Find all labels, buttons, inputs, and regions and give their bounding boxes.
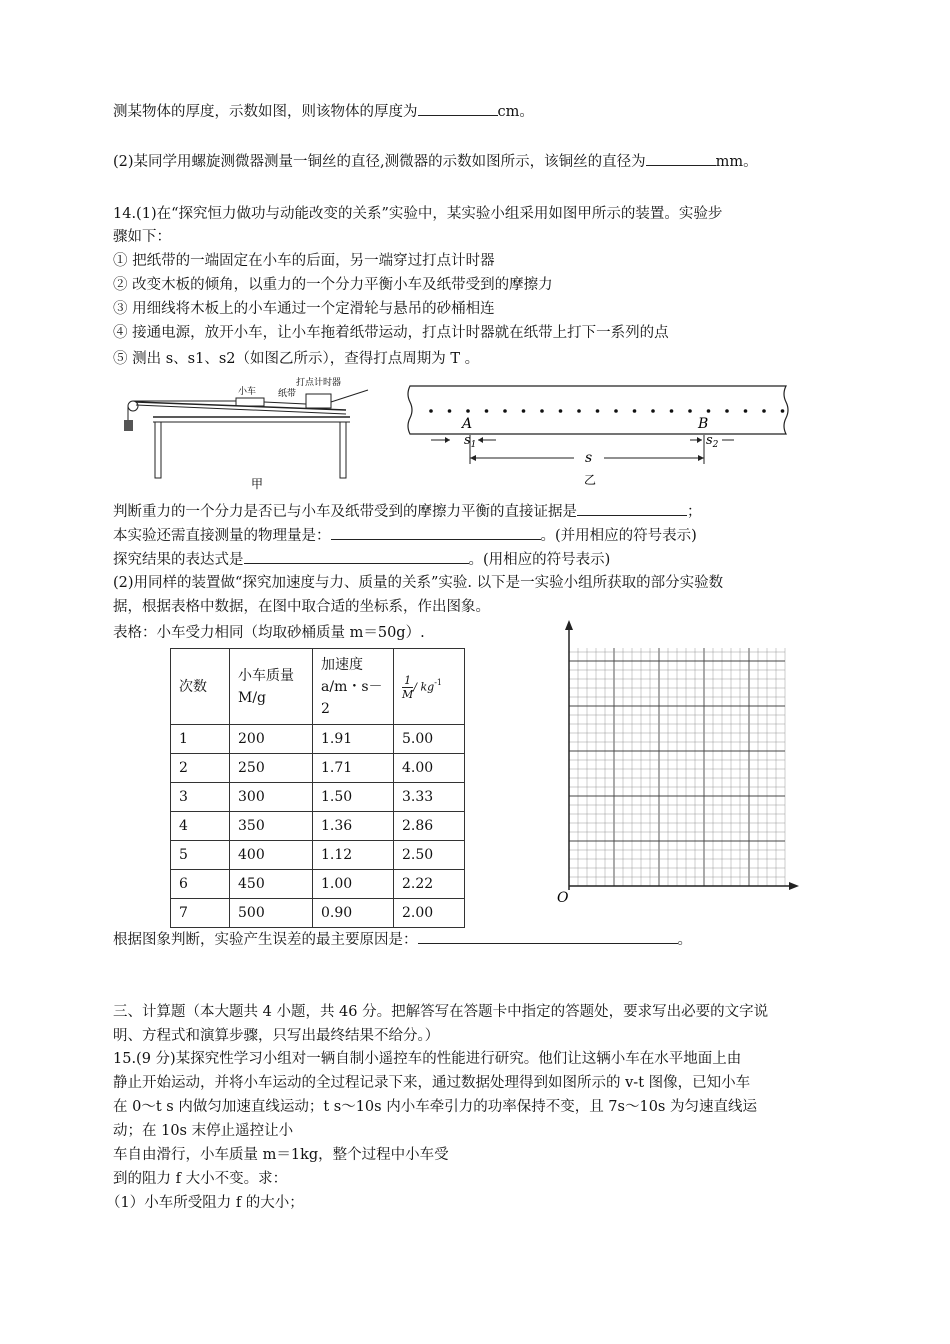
table-row — [171, 812, 465, 841]
table-cell: 400 — [230, 841, 313, 870]
figure-caption: 乙 — [584, 473, 597, 487]
table-cell: 1 — [171, 725, 230, 754]
s1-label: $s_1$ — [464, 433, 477, 450]
table-cell: 4 — [171, 812, 230, 841]
arrow-head — [698, 455, 704, 461]
q13-tail-text: 测某物体的厚度，示数如图，则该物体的厚度为 — [113, 104, 418, 120]
table-cell: 5.00 — [394, 725, 465, 754]
x-axis-arrow — [789, 882, 799, 890]
tape-dot — [781, 409, 785, 413]
tape-dot — [670, 409, 674, 413]
tape-dot — [651, 409, 655, 413]
part2-line1: (2)用同样的装置做“探究加速度与力、质量的关系”实验. 以下是一实验小组所获取的部分实验数 — [113, 575, 724, 591]
paper-tape-figure — [404, 380, 804, 490]
header-cell: $\frac{1}{M}$ / $kg^{-1}$ — [394, 649, 465, 725]
s2-label: $s_2$ — [706, 433, 719, 450]
answer-blank[interactable] — [418, 928, 678, 944]
unit-text: mm。 — [715, 154, 758, 170]
punct: 。 — [677, 932, 692, 948]
q15-line6: 到的阻力 f 大小不变。求： — [113, 1171, 288, 1187]
sand-bucket — [124, 420, 133, 431]
question-c — [113, 548, 610, 572]
q15-line5: 车自由滑行，小车质量 m＝1kg，整个过程中小车受 — [113, 1147, 449, 1163]
tape-dot — [503, 409, 507, 413]
tape-dot — [744, 409, 748, 413]
tape-dot — [762, 409, 766, 413]
apparatus-figure — [118, 372, 368, 492]
answer-blank[interactable] — [244, 548, 469, 564]
timer-label: 打点计时器 — [296, 378, 342, 388]
q15-sub1: （1）小车所受阻力 f 的大小； — [106, 1195, 304, 1211]
cart — [236, 398, 264, 406]
table-row — [171, 783, 465, 812]
question-b-text: 本实验还需直接测量的物理量是： — [113, 528, 331, 544]
origin-label: O — [557, 890, 569, 906]
plot-grid — [555, 618, 805, 908]
tape-dot — [522, 409, 526, 413]
tape-dot — [429, 409, 433, 413]
table-cell: 200 — [230, 725, 313, 754]
figure-caption: 甲 — [251, 477, 264, 491]
tape-dot — [633, 409, 637, 413]
grid-lines — [569, 648, 785, 886]
data-table — [170, 648, 465, 928]
cart-label: 小车 — [238, 387, 257, 397]
table-cell: 2 — [171, 754, 230, 783]
q15-line2: 静止开始运动，并将小车运动的全过程记录下来，通过数据处理得到如图所示的 v-t 图像，已知小车 — [113, 1075, 751, 1091]
tape-dot — [485, 409, 489, 413]
paper-tape — [264, 402, 306, 404]
section3-line2: 明、方程式和演算步骤，只写出最终结果不给分。） — [113, 1028, 440, 1044]
table-cell: 3.33 — [394, 783, 465, 812]
table-cell: 1.91 — [313, 725, 394, 754]
step-2: ② 改变木板的倾角，以重力的一个分力平衡小车及纸带受到的摩擦力 — [113, 277, 553, 293]
table-cell: 1.12 — [313, 841, 394, 870]
table-cell: 300 — [230, 783, 313, 812]
table-cell: 350 — [230, 812, 313, 841]
note: 。(用相应的符号表示) — [468, 552, 611, 568]
header-cell: 次数 — [171, 649, 230, 725]
q14-intro: 14.(1)在“探究恒力做功与动能改变的关系”实验中，某实验小组采用如图甲所示的装置。实验步 — [113, 206, 723, 222]
table-cell: 450 — [230, 870, 313, 899]
tape-dot — [448, 409, 452, 413]
table-header-row — [171, 649, 465, 725]
paper-tape — [331, 390, 368, 402]
q15-line1: 15.(9 分)某探究性学习小组对一辆自制小遥控车的性能进行研究。他们让这辆小车在水平地面上由 — [113, 1051, 742, 1067]
answer-blank[interactable] — [418, 100, 498, 116]
arrow-head — [697, 437, 702, 443]
question-c-text: 探究结果的表达式是 — [113, 552, 244, 568]
tape-dot — [725, 409, 729, 413]
table-cell: 500 — [230, 899, 313, 928]
table-row — [171, 899, 465, 928]
table-cell: 1.50 — [313, 783, 394, 812]
table-leg — [155, 422, 161, 478]
note: 。(并用相应的符号表示) — [540, 528, 697, 544]
table-row — [171, 870, 465, 899]
tape-label: 纸带 — [278, 389, 297, 399]
table-cell: 250 — [230, 754, 313, 783]
q13-part2-text: (2)某同学用螺旋测微器测量一铜丝的直径,测微器的示数如图所示，该铜丝的直径为 — [113, 154, 646, 170]
table-cell: 6 — [171, 870, 230, 899]
table-cell: 0.90 — [313, 899, 394, 928]
answer-blank[interactable] — [331, 524, 541, 540]
table-row — [171, 754, 465, 783]
unit-text: cm。 — [497, 104, 534, 120]
tape-dots — [429, 409, 784, 413]
point-a-label: A — [462, 416, 473, 432]
header-cell: 加速度 a/m・s－ 2 — [313, 649, 394, 725]
point-b-label: B — [698, 416, 709, 432]
table-cell: 1.71 — [313, 754, 394, 783]
answer-blank[interactable] — [577, 500, 687, 516]
question-d-text: 根据图象判断，实验产生误差的最主要原因是： — [113, 932, 418, 948]
table-cell: 7 — [171, 899, 230, 928]
section3-line1: 三、计算题（本大题共 4 小题，共 46 分。把解答写在答题卡中指定的答题处，要求写出必要的文字说 — [113, 1004, 769, 1020]
q14-intro-2: 骤如下： — [113, 229, 171, 245]
table-cell: 1.36 — [313, 812, 394, 841]
table-cell: 2.50 — [394, 841, 465, 870]
table-cell: 5 — [171, 841, 230, 870]
tape-dot — [707, 409, 711, 413]
question-d — [113, 928, 692, 952]
table-cell: 2.86 — [394, 812, 465, 841]
step-5: ⑤ 测出 s、s1、s2（如图乙所示），查得打点周期为 T 。 — [113, 351, 480, 367]
tape-dot — [466, 409, 470, 413]
tape-dot — [596, 409, 600, 413]
arrow-head — [445, 437, 450, 443]
table-cell: 3 — [171, 783, 230, 812]
part2-line2: 据，根据表格中数据，在图中取合适的坐标系，作出图象。 — [113, 599, 490, 615]
step-4: ④ 接通电源，放开小车，让小车拖着纸带运动，打点计时器就在纸带上打下一系列的点 — [113, 325, 669, 341]
step-1: ① 把纸带的一端固定在小车的后面，另一端穿过打点计时器 — [113, 253, 495, 269]
s-label: s — [585, 450, 593, 466]
question-a-text: 判断重力的一个分力是否已与小车及纸带受到的摩擦力平衡的直接证据是 — [113, 504, 577, 520]
arrow-head — [470, 455, 476, 461]
punct: ； — [687, 504, 702, 520]
q13-tail-line — [113, 100, 534, 124]
tape-dot — [688, 409, 692, 413]
q15-line3: 在 0～t s 内做匀加速直线运动；t s～10s 内小车牵引力的功率保持不变，且 7s～10s 为匀速直线运 — [113, 1099, 757, 1115]
table-cell: 2.00 — [394, 899, 465, 928]
q15-line4: 动；在 10s 末停止遥控让小 — [113, 1123, 294, 1139]
table-leg — [340, 422, 346, 478]
arrow-head — [478, 437, 483, 443]
q13-part2-line — [113, 150, 758, 174]
tape-dot — [559, 409, 563, 413]
table-title: 表格：小车受力相同（均取砂桶质量 m＝50g）. — [113, 625, 425, 641]
header-cell: 小车质量 M/g — [230, 649, 313, 725]
fraction: $\frac{1}{M}$ — [402, 673, 414, 701]
timer — [306, 394, 331, 408]
y-axis-arrow — [565, 620, 573, 630]
answer-blank[interactable] — [646, 150, 716, 166]
table-cell: 1.00 — [313, 870, 394, 899]
table-row — [171, 841, 465, 870]
pulley — [128, 401, 138, 411]
tape-dot — [540, 409, 544, 413]
table-cell: 2.22 — [394, 870, 465, 899]
tape-dot — [577, 409, 581, 413]
table-cell: 4.00 — [394, 754, 465, 783]
tape-dot — [614, 409, 618, 413]
question-b — [113, 524, 697, 548]
table-row — [171, 725, 465, 754]
step-3: ③ 用细线将木板上的小车通过一个定滑轮与悬吊的砂桶相连 — [113, 301, 495, 317]
question-a — [113, 500, 702, 524]
